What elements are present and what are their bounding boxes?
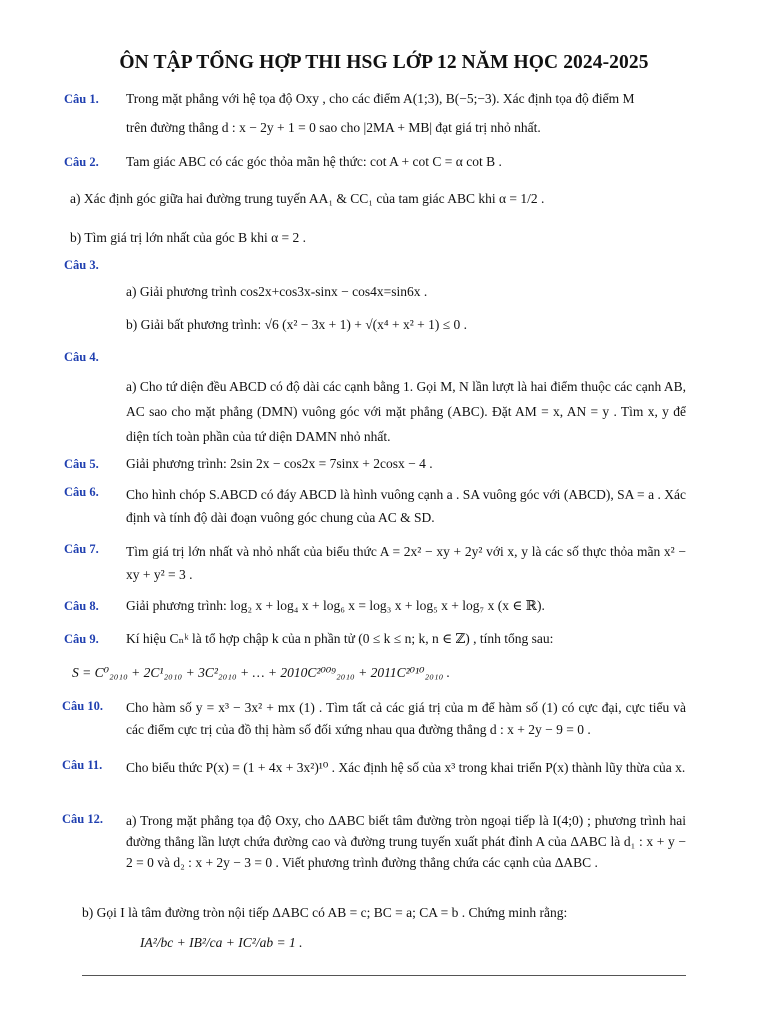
question-12-part-b: b) Gọi I là tâm đường tròn nội tiếp ΔABC có AB = c; BC = a; CA = b . Chứng minh rằng: <box>82 905 568 920</box>
question-8-line-1: Giải phương trình: log₂ x + log₄ x + log₆ x = log₃ x + log₅ x + log₇ x (x ∈ ℝ). <box>126 598 545 613</box>
question-11-line-1: Cho biểu thức P(x) = (1 + 4x + 3x²)¹⁰ . Xác định hệ số của x³ trong khai triển P(x) thành lũy thừa của x. <box>126 760 686 775</box>
page-title: ÔN TẬP TỔNG HỢP THI HSG LỚP 12 NĂM HỌC 2024-2025 <box>119 52 649 73</box>
question-label-2: Câu 2. <box>64 155 99 169</box>
question-label-7: Câu 7. <box>64 542 99 556</box>
question-label-11: Câu 11. <box>62 758 103 772</box>
question-label-5: Câu 5. <box>64 457 99 471</box>
question-2-part-b: b) Tìm giá trị lớn nhất của góc B khi α = 2 . <box>70 230 307 245</box>
question-9-formula: S = C⁰₂₀₁₀ + 2C¹₂₀₁₀ + 3C²₂₀₁₀ + … + 2010C²⁰⁰⁹₂₀₁₀ + 2011C²⁰¹⁰₂₀₁₀ . <box>72 665 451 680</box>
question-1-line-1: Trong mặt phẳng với hệ tọa độ Oxy , cho các điểm A(1;3), B(−5;−3). Xác định tọa độ điểm M <box>126 91 635 106</box>
question-3-part-b: b) Giải bất phương trình: √6 (x² − 3x + 1) + √(x⁴ + x² + 1) ≤ 0 . <box>126 317 468 332</box>
question-5-line-1: Giải phương trình: 2sin 2x − cos2x = 7sinx + 2cosx − 4 . <box>126 456 433 471</box>
question-label-6: Câu 6. <box>64 485 99 499</box>
question-label-8: Câu 8. <box>64 599 99 613</box>
question-2-part-a: a) Xác định góc giữa hai đường trung tuyến AA₁ & CC₁ của tam giác ABC khi α = 1/2 . <box>70 191 545 206</box>
question-label-4: Câu 4. <box>64 350 99 364</box>
bottom-divider <box>82 975 686 976</box>
question-label-1: Câu 1. <box>64 92 99 106</box>
question-label-9: Câu 9. <box>64 632 99 646</box>
question-12-formula: IA²/bc + IB²/ca + IC²/ab = 1 . <box>140 935 303 950</box>
question-3-part-a: a) Giải phương trình cos2x+cos3x-sinx − cos4x=sin6x . <box>126 284 428 299</box>
question-7-line-1: Tìm giá trị lớn nhất và nhỏ nhất của biểu thức A = 2x² − xy + 2y² với x, y là các số thực thỏa mãn x² − xy + y² = 3 . <box>126 544 686 582</box>
question-label-12: Câu 12. <box>62 812 103 826</box>
question-label-3: Câu 3. <box>64 258 99 272</box>
question-10-line-1: Cho hàm số y = x³ − 3x² + mx (1) . Tìm tất cả các giá trị của m để hàm số (1) có cực đại, cực tiểu và các điểm cực trị của đồ thị hàm số đối xứng nhau qua đường thẳng d : x + 2y − 9 = 0 . <box>126 700 686 737</box>
question-label-10: Câu 10. <box>62 699 103 713</box>
question-6-line-1: Cho hình chóp S.ABCD có đáy ABCD là hình vuông cạnh a . SA vuông góc với (ABCD), SA = a . Xác định và tính độ dài đoạn vuông góc chung của AC & SD. <box>126 487 686 525</box>
question-12-part-a: a) Trong mặt phẳng tọa độ Oxy, cho ΔABC biết tâm đường tròn ngoại tiếp là I(4;0) ; phương trình hai đường thẳng lần lượt chứa đường cao và đường trung tuyến xuất phát đỉnh A của ΔABC là d₁ : x + y − 2 = 0 và d₂ : x + 2y − 3 = 0 . Viết phương trình đường thẳng chứa các cạnh của ΔABC . <box>126 813 686 870</box>
question-2-line-1: Tam giác ABC có các góc thỏa mãn hệ thức: cot A + cot C = α cot B . <box>126 154 502 169</box>
question-9-line-1: Kí hiệu Cₙᵏ là tổ hợp chập k của n phần tử (0 ≤ k ≤ n; k, n ∈ ℤ) , tính tổng sau: <box>126 631 554 646</box>
question-4-part-a: a) Cho tứ diện đều ABCD có độ dài các cạnh bằng 1. Gọi M, N lần lượt là hai điểm thuộc các cạnh AB, AC sao cho mặt phẳng (DMN) vuông góc với mặt phẳng (ABC). Đặt AM = x, AN = y . Tìm x, y để diện tích toàn phần của tứ diện DAMN nhỏ nhất. <box>126 379 686 444</box>
question-1-line-2: trên đường thẳng d : x − 2y + 1 = 0 sao cho |2MA + MB| đạt giá trị nhỏ nhất. <box>126 120 541 135</box>
